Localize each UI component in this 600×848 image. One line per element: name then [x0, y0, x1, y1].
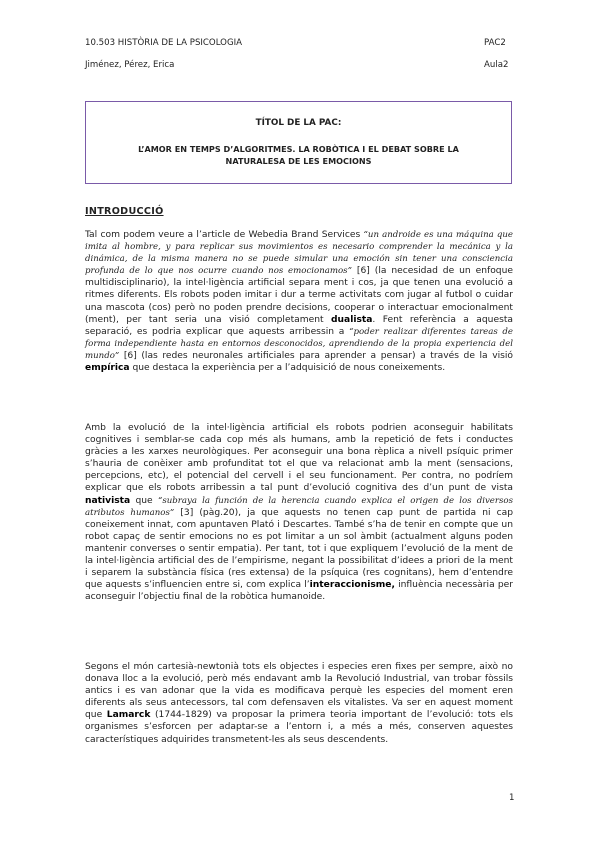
paragraph-1: Tal com podem veure a l’article de Webedia Brand Services “un androide es una máquina que imita al hombre, y para replicar sus movimientos es necesario comprender la mecánica y la dinámica, de la misma manera no se puede simular una emoción sin tener una consciencia profunda de lo que nos ocurre cuando nos emocionamos” [6] (la necesidad de un enfoque multidisciplinario), la intel·ligència artificial separa ment i cos, ja que tenen una evolució a ritmes diferents. Els robots poden imitar i dur a terme activitats com jugar al futbol o cuidar una mascota (cos) però no poden prendre decisions, cooperar o interactuar emocionalment (ment), per tant seria una visió completament dualista. Fent referència a aquesta separació, es podria explicar que aquests arribessin a “poder realizar diferentes tareas de forma independiente hasta en entornos desconocidos, aprendiendo de la propia experiencia del mundo” [6] (las redes neuronales artificiales para aprender a pensar) a través de la visió empírica que destaca la experiència per a l’adquisició de nous coneixements. — [85, 230, 514, 374]
paragraph-3: Segons el món cartesià-newtonià tots els objectes i especies eren fixes per sempre, això no donava lloc a la evolució, però més endavant amb la Revolució Industrial, van trobar fòssils antics i es van adonar que la vida es modificava perquè les especies del moment eren diferents als seus antecessors, tal com defensaven els vitalistes. Va ser en aquest moment que Lamarck (1744-1829) va proposar la primera teoria important de l’evolució: tots els organismes s’esforcen per adaptar-se a l’entorn i, a més a més, conserven aquestes característiques adquirides transmetent-les als seus descendents. — [85, 662, 513, 745]
quote: “poder realizar diferentes tareas de forma independiente hasta en entornos desconocidos, aprendiendo de la propia experiencia del mundo” — [85, 326, 513, 361]
title-box — [85, 101, 512, 184]
assignment-code: PAC2 — [484, 38, 506, 48]
quote: “subraya la función de la herencia cuando explica el origen de los diversos atributos humanos” — [85, 495, 513, 518]
term-dualista: dualista — [331, 314, 373, 325]
author-name: Jiménez, Pérez, Erica — [85, 60, 175, 70]
page-number: 1 — [509, 793, 515, 803]
term-interaccionisme: interaccionisme, — [309, 580, 395, 591]
title-heading: TÍTOL DE LA PAC: — [255, 118, 342, 128]
term-empirica: empírica — [85, 363, 130, 374]
classroom: Aula2 — [484, 60, 509, 70]
title-subtitle: L’AMOR EN TEMPS D’ALGORITMES. LA ROBÒTICA I EL DEBAT SOBRE LA NATURALESA DE LES EMOCIONS — [138, 144, 459, 166]
section-title: INTRODUCCIÓ — [85, 206, 164, 217]
quote: “un androide es una máquina que imita al hombre, y para replicar sus movimientos es necesario comprender la mecánica y la dinámica, de la misma manera no se puede simular una emoción sin tener una consciencia profunda de lo que nos ocurre cuando nos emocionamos” — [85, 230, 513, 277]
paragraph-2: Amb la evolució de la intel·ligència artificial els robots podrien aconseguir habilitats cognitives i semblar-se cada cop més als humans, amb la repetició de fets i conductes gràcies a les xarxes neurològiques. Per aconseguir una bona rèplica a nivell psíquic primer s’hauria de conèixer amb profunditat tot el que va relacionat amb la ment (sensacions, percepcions, etc), el potencial del cervell i el seu funcionament. Per contra, no podríem explicar que els robots arribessin a tal punt d’evolució cognitiva des d’un punt de vista nativista que “subraya la función de la herencia cuando explica el origen de los diversos atributos humanos” [3] (pàg.20), ja que aquests no tenen cap punt de partida ni cap coneixement innat, com apuntaven Plató i Descartes. També s’ha de tenir en compte que un robot capaç de sentir emocions no es pot limitar a un sol àmbit (actualment alguns poden mantenir converses o sentir empatia). Per tant, tot i que expliquem l’evolució de la ment de la intel·ligència artificial des de l’empirisme, negant la possibilitat d’idees a priori de la ment i separem la substància física (res extensa) de la psíquica (res cognitans), hem d’entendre que aquests s’influencien entre si, com explica l’interaccionisme, influència necessària per aconseguir l’objectiu final de la robòtica humanoide. — [85, 423, 513, 603]
term-nativista: nativista — [85, 495, 131, 506]
term-lamarck: Lamarck — [106, 710, 151, 721]
course-name: 10.503 HISTÒRIA DE LA PSICOLOGIA — [85, 38, 243, 48]
